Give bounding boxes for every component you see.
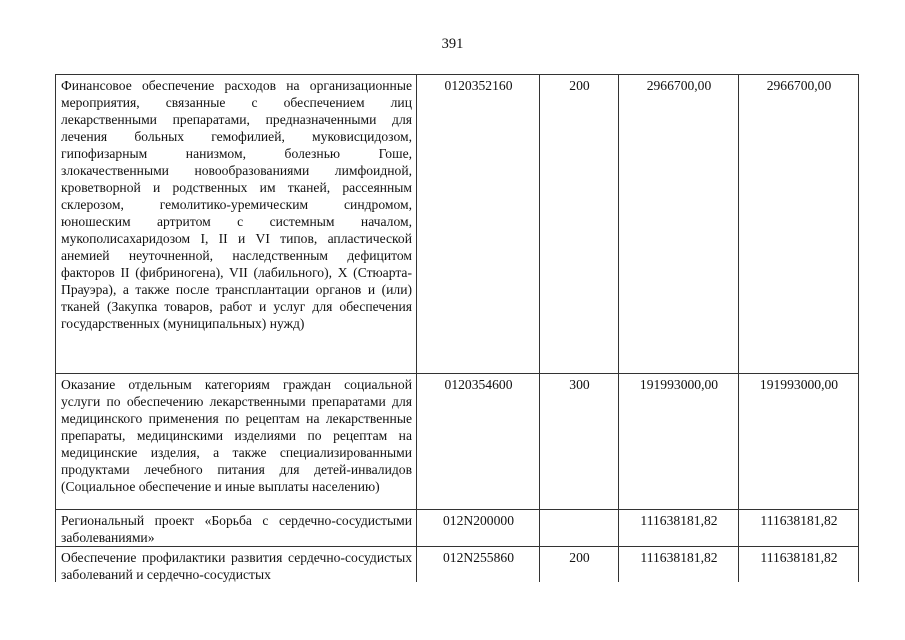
amount-value-2: 111638181,82: [739, 547, 859, 589]
row-description: Региональный проект «Борьба с сердечно-сосудистыми заболеваниями»: [56, 510, 417, 547]
expense-type-code: 200: [540, 547, 619, 589]
amount-value-1: 2966700,00: [619, 75, 739, 374]
table-row: [56, 75, 859, 374]
row-description: Финансовое обеспечение расходов на организационные мероприятия, связанные с обеспечением лиц лекарственными препаратами, предназначенными для лечения больных гемофилией, муковисцидозом, гипофизарным нанизмом, болезнью Гоше, злокачественными новообразованиями лимфоидной, кроветворной и родственных им тканей, рассеянным склерозом, гемолитико-уремическим синдромом, юношеским артритом с системным началом, мукополисахаридозом I, II и VI типов, апластической анемией неуточненной, наследственным дефицитом факторов II (фибриногена), VII (лабильного), X (Стюарта-Прауэра), а также после трансплантации органов и (или) тканей (Закупка товаров, работ и услуг для обеспечения государственных (муниципальных) нужд): [56, 75, 417, 374]
expense-type-code: 300: [540, 374, 619, 510]
page-bottom-cutoff: [55, 582, 860, 640]
target-article-code: 012N200000: [417, 510, 540, 547]
budget-table: [55, 74, 859, 589]
target-article-code: 0120352160: [417, 75, 540, 374]
amount-value-2: 191993000,00: [739, 374, 859, 510]
row-description: Оказание отдельным категориям граждан социальной услуги по обеспечению лекарственными препаратами для медицинского применения по рецептам на лекарственные препараты, медицинскими изделиями по рецептам на медицинские изделия, а также специализированными продуктами лечебного питания для детей-инвалидов (Социальное обеспечение и иные выплаты населению): [56, 374, 417, 510]
table-row: [56, 374, 859, 510]
expense-type-code: [540, 510, 619, 547]
amount-value-2: 2966700,00: [739, 75, 859, 374]
amount-value-2: 111638181,82: [739, 510, 859, 547]
target-article-code: 012N255860: [417, 547, 540, 589]
row-description: Обеспечение профилактики развития сердечно-сосудистых заболеваний и сердечно-сосудистых: [56, 547, 417, 589]
amount-value-1: 111638181,82: [619, 510, 739, 547]
expense-type-code: 200: [540, 75, 619, 374]
target-article-code: 0120354600: [417, 374, 540, 510]
page-number: 391: [441, 36, 464, 52]
amount-value-1: 111638181,82: [619, 547, 739, 589]
table-row: [56, 510, 859, 547]
amount-value-1: 191993000,00: [619, 374, 739, 510]
